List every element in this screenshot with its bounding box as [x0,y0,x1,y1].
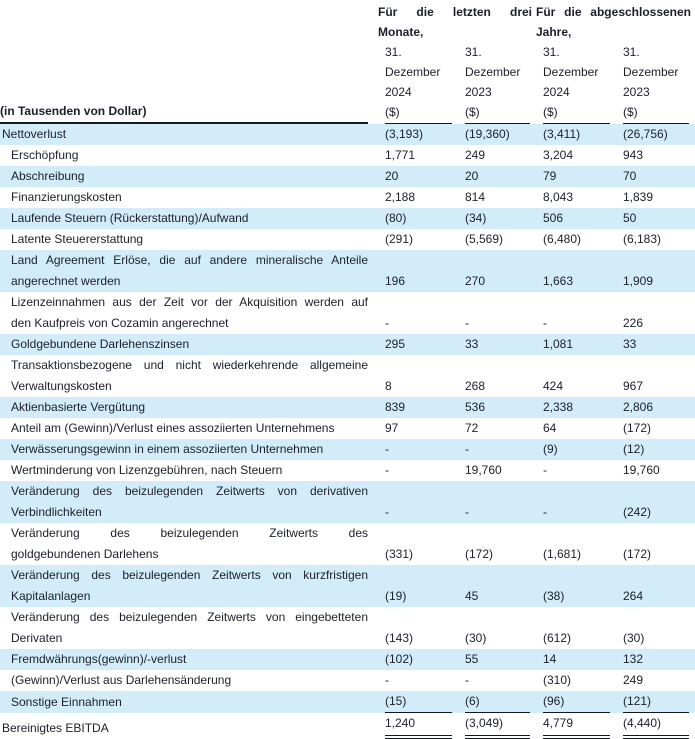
table-row [0,565,695,607]
value-cell: - [543,463,547,477]
row-label: (Gewinn)/Verlust aus Darlehensänderung [11,673,232,687]
value-cell: (3,049) [458,713,536,739]
value-cell: (172) [465,547,494,561]
table-row [0,670,695,691]
row-label: Land Agreement Erlöse, die auf andere mineralische Anteile angerechnet werden [0,250,378,292]
table-row [0,607,695,649]
value-cell: 97 [385,421,399,435]
value-cell: - [465,673,469,687]
row-label: Veränderung des beizulegenden Zeitwerts von kurzfristigen Kapitalanlagen [0,565,378,607]
table-row-net-loss [0,124,695,145]
value-cell: 3,204 [543,148,574,162]
value-cell: 33 [616,334,695,355]
table-row [0,397,695,418]
value-cell: 14 [536,649,616,670]
row-label: Fremdwährungs(gewinn)/-verlust [0,649,378,670]
table-row [0,439,695,460]
column-header-q-2023: 31. Dezember 2023 ($) [458,42,536,124]
column-header-row [0,42,695,124]
value-cell: (242) [616,481,695,523]
value-cell: 2,188 [385,190,416,204]
table-row [0,292,695,334]
value-cell: 70 [616,166,695,187]
value-cell: 1,240 [378,713,458,739]
value-cell: 226 [623,316,644,330]
value-cell: 1,771 [385,148,416,162]
value-cell: (5,569) [465,232,504,246]
row-label: Wertminderung von Lizenzgebühren, nach Steuern [11,463,283,477]
value-cell: 536 [458,397,536,418]
value-cell: 249 [465,148,486,162]
value-cell: 2,806 [616,397,695,418]
row-label: Anteil am (Gewinn)/Verlust eines assoziierten Unternehmens [11,421,335,435]
row-label: Laufende Steuern (Rückerstattung)/Aufwand [0,208,378,229]
value-cell: (38) [536,565,616,607]
column-header-y-2024: 31. Dezember 2024 ($) [536,42,616,124]
column-header-q-2024: 31. Dezember 2024 ($) [378,42,458,124]
column-group-three-months: Für die letzten drei Monate, [378,5,532,39]
row-label: Erschöpfung [11,148,79,162]
row-label: Nettoverlust [0,124,378,145]
value-cell: 270 [458,250,536,292]
table-header [0,0,695,124]
table-row-adjusted-ebitda [0,713,695,739]
value-cell: - [378,481,458,523]
value-cell: (15) [378,691,458,713]
table-row [0,355,695,397]
value-cell: 4,779 [536,713,616,739]
value-cell: (121) [616,691,695,713]
value-cell: 33 [458,334,536,355]
value-cell: (9) [536,439,616,460]
value-cell: 1,839 [623,190,654,204]
table-row-other-income [0,691,695,713]
value-cell: 132 [616,649,695,670]
value-cell: 50 [616,208,695,229]
row-label: Lizenzeinnahmen aus der Zeit vor der Akquisition werden auf den Kaufpreis von Cozamin angerechnet [11,295,368,330]
value-cell: 1,663 [536,250,616,292]
row-label: Veränderung des beizulegenden Zeitwerts von derivativen Verbindlichkeiten [0,481,378,523]
value-cell: (19,360) [458,124,536,145]
unit-label [0,42,378,124]
value-cell: (4,440) [616,713,695,739]
row-label: Aktienbasierte Vergütung [0,397,378,418]
table-row [0,166,695,187]
value-cell: (26,756) [616,124,695,145]
value-cell: 264 [616,565,695,607]
value-cell: 19,760 [465,463,502,477]
table-row [0,229,695,250]
value-cell: 8,043 [543,190,574,204]
table-row [0,334,695,355]
table-row [0,481,695,523]
table-row [0,208,695,229]
value-cell: 19,760 [623,463,660,477]
column-header-y-2023: 31. Dezember 2023 ($) [616,42,695,124]
value-cell: (80) [378,208,458,229]
value-cell: - [543,316,547,330]
row-label: Verwässerungsgewinn in einem assoziierten Unternehmen [0,439,378,460]
value-cell: (34) [458,208,536,229]
column-group-completed-years: Für die abgeschlossenen Jahre, [536,5,692,39]
table-row [0,523,695,565]
value-cell: - [536,481,616,523]
value-cell: (331) [385,547,414,561]
row-label: Finanzierungskosten [11,190,122,204]
value-cell: (6,480) [543,232,582,246]
table-row [0,418,695,439]
column-group-row [0,0,695,42]
value-cell: - [385,673,389,687]
value-cell: - [378,439,458,460]
value-cell: (1,681) [543,547,582,561]
value-cell: - [385,316,389,330]
row-label: Abschreibung [0,166,378,187]
value-cell: - [465,316,469,330]
value-cell: 72 [465,421,479,435]
unit-label-text: (in Tausenden von Dollar) [0,101,368,124]
row-label: Latente Steuererstattung [11,232,144,246]
value-cell: 55 [458,649,536,670]
value-cell: (12) [616,439,695,460]
value-cell: (291) [385,232,414,246]
header-spacer [0,0,378,42]
value-cell: 64 [543,421,557,435]
row-label: Transaktionsbezogene und nicht wiederkehrende allgemeine Verwaltungskosten [11,358,368,393]
value-cell: 8 [385,379,392,393]
value-cell: 268 [465,379,486,393]
value-cell: 79 [536,166,616,187]
row-label: Veränderung des beizulegenden Zeitwerts des goldgebundenen Darlehens [11,526,368,561]
value-cell: (3,193) [378,124,458,145]
value-cell: 20 [378,166,458,187]
value-cell: 967 [623,379,644,393]
value-cell: (6) [458,691,536,713]
value-cell: 506 [536,208,616,229]
value-cell: (19) [378,565,458,607]
value-cell: (172) [623,421,652,435]
value-cell: (3,411) [536,124,616,145]
value-cell: (30) [465,631,487,645]
row-label: Sonstige Einnahmen [0,691,378,713]
value-cell: 1,081 [536,334,616,355]
value-cell: (143) [385,631,414,645]
value-cell: (6,183) [623,232,662,246]
table-row [0,187,695,208]
value-cell: (30) [623,631,645,645]
row-label: Goldgebundene Darlehenszinsen [0,334,378,355]
value-cell: 196 [378,250,458,292]
value-cell: 814 [465,190,486,204]
value-cell: (612) [543,631,572,645]
value-cell: 45 [458,565,536,607]
value-cell: 20 [458,166,536,187]
table-row [0,145,695,166]
value-cell: 249 [623,673,644,687]
value-cell: 424 [543,379,564,393]
value-cell: 2,338 [536,397,616,418]
value-cell: (172) [623,547,652,561]
row-label: Veränderung des beizulegenden Zeitwerts von eingebetteten Derivaten [11,610,368,645]
value-cell: 1,909 [616,250,695,292]
table-row [0,460,695,481]
table-row [0,649,695,670]
value-cell: 839 [378,397,458,418]
value-cell: 943 [623,148,644,162]
value-cell: - [458,481,536,523]
row-label: Bereinigtes EBITDA [2,721,109,735]
table-body [0,124,695,739]
value-cell: - [385,463,389,477]
table-row [0,250,695,292]
value-cell: 295 [378,334,458,355]
value-cell: (96) [536,691,616,713]
value-cell: (102) [378,649,458,670]
value-cell: - [458,439,536,460]
value-cell: (310) [543,673,572,687]
